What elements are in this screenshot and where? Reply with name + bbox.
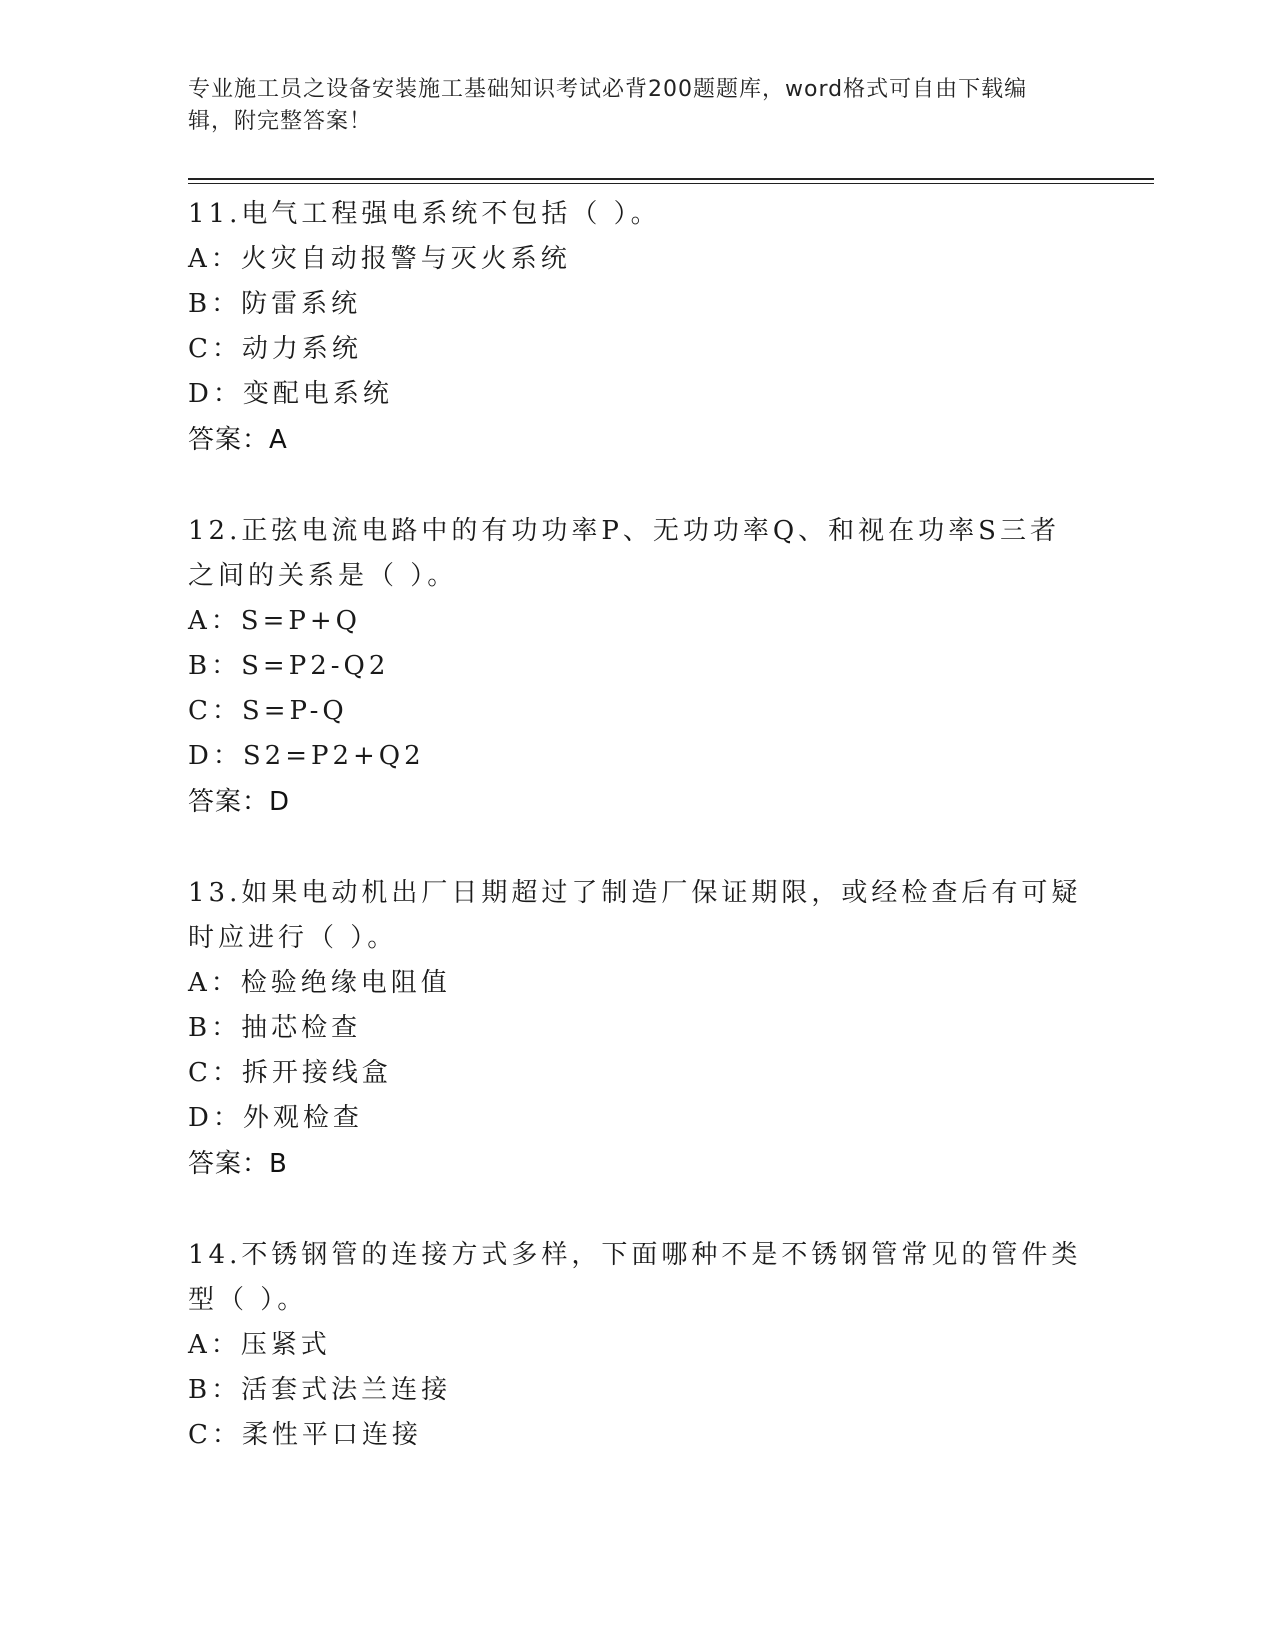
document-header: 专业施工员之设备安装施工基础知识考试必背200题题库，word格式可自由下载编辑，附完整答案！ (188, 77, 1028, 134)
question-answer (188, 779, 1088, 825)
question-option: D：S2=P2+Q2 (188, 741, 425, 771)
question-option: C：动力系统 (188, 334, 362, 364)
question-stem: 12.正弦电流电路中的有功功率P、无功功率Q、和视在功率S三者之间的关系是（ ）。 (188, 516, 1060, 591)
question-answer (188, 417, 1088, 463)
question-option: B：活套式法兰连接 (188, 1375, 452, 1405)
question-option: C：拆开接线盒 (188, 1058, 392, 1088)
answer-prefix: 答案： (188, 787, 270, 817)
question-option: B：S=P2-Q2 (188, 651, 390, 681)
question-item (188, 1233, 1088, 1458)
answer-value: A (269, 425, 288, 455)
answer-value: D (269, 787, 291, 817)
question-option: A：火灾自动报警与灭火系统 (188, 244, 571, 274)
question-option: B：抽芯检查 (188, 1013, 362, 1043)
answer-value: B (269, 1149, 288, 1179)
question-option: A：压紧式 (188, 1330, 331, 1360)
question-stem: 14.不锈钢管的连接方式多样，下面哪种不是不锈钢管常见的管件类型（ ）。 (188, 1240, 1082, 1315)
question-list (188, 192, 1088, 1504)
question-answer (188, 1141, 1088, 1187)
question-option: A：S=P+Q (188, 606, 361, 636)
question-option: A：检验绝缘电阻值 (188, 968, 451, 998)
question-item (188, 509, 1088, 825)
question-item (188, 192, 1088, 463)
question-item (188, 871, 1088, 1187)
question-option: C：柔性平口连接 (188, 1420, 422, 1450)
question-stem: 13.如果电动机出厂日期超过了制造厂保证期限，或经检查后有可疑时应进行（ ）。 (188, 878, 1082, 953)
question-option: D：变配电系统 (188, 379, 393, 409)
question-option: D：外观检查 (188, 1103, 363, 1133)
header-rule-thin (188, 183, 1154, 184)
question-stem: 11.电气工程强电系统不包括（ ）。 (188, 199, 661, 229)
question-option: C：S=P-Q (188, 696, 348, 726)
question-option: B：防雷系统 (188, 289, 362, 319)
header-rule-thick (188, 178, 1154, 180)
answer-prefix: 答案： (188, 1149, 270, 1179)
answer-prefix: 答案： (188, 425, 270, 455)
